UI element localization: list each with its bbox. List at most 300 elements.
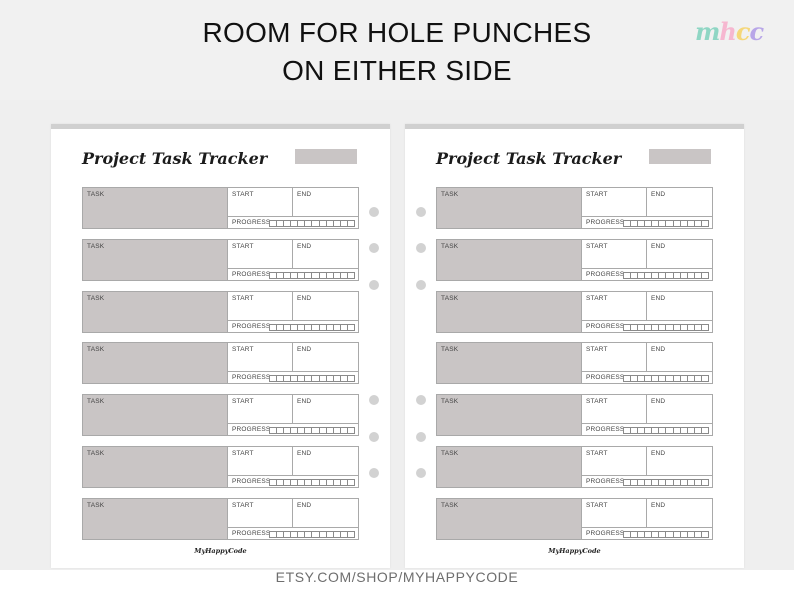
progress-segment[interactable] (659, 532, 666, 537)
progress-segment[interactable] (334, 325, 341, 330)
progress-segment[interactable] (631, 325, 638, 330)
progress-segment[interactable] (652, 273, 659, 278)
task-field[interactable] (83, 188, 228, 228)
progress-segment[interactable] (305, 532, 312, 537)
progress-tracker[interactable] (269, 375, 355, 382)
progress-segment[interactable] (695, 532, 702, 537)
progress-label: PROGRESS (232, 219, 271, 226)
task-field[interactable] (437, 343, 582, 383)
progress-segment[interactable] (681, 532, 688, 537)
progress-segment[interactable] (674, 221, 681, 226)
task-label: TASK (87, 501, 105, 509)
progress-segment[interactable] (291, 480, 298, 485)
task-card (82, 498, 359, 540)
planner-page-left (51, 124, 390, 568)
progress-tracker[interactable] (623, 324, 709, 331)
hole-punch-marker (369, 207, 379, 217)
progress-segment[interactable] (334, 480, 341, 485)
progress-segment[interactable] (666, 273, 673, 278)
end-field[interactable] (647, 499, 712, 528)
progress-segment[interactable] (305, 221, 312, 226)
progress-segment[interactable] (674, 428, 681, 433)
progress-segment[interactable] (291, 221, 298, 226)
end-field[interactable] (647, 343, 712, 372)
progress-segment[interactable] (334, 221, 341, 226)
progress-segment[interactable] (312, 273, 319, 278)
progress-segment[interactable] (645, 273, 652, 278)
hole-punch-marker (416, 432, 426, 442)
end-field[interactable] (293, 447, 358, 476)
progress-segment[interactable] (688, 221, 695, 226)
progress-segment[interactable] (320, 273, 327, 278)
progress-label: PROGRESS (586, 478, 625, 485)
progress-row (228, 424, 358, 435)
task-label: TASK (87, 398, 105, 406)
title-fill-box[interactable] (295, 149, 357, 164)
progress-segment[interactable] (666, 532, 673, 537)
progress-segment[interactable] (688, 428, 695, 433)
progress-segment[interactable] (341, 221, 348, 226)
progress-segment[interactable] (327, 480, 334, 485)
progress-segment[interactable] (270, 376, 277, 381)
progress-segment[interactable] (348, 532, 354, 537)
progress-tracker[interactable] (623, 375, 709, 382)
start-label: START (586, 191, 608, 198)
end-label: END (651, 450, 666, 457)
progress-segment[interactable] (688, 325, 695, 330)
progress-row (582, 321, 712, 332)
progress-segment[interactable] (666, 221, 673, 226)
progress-segment[interactable] (305, 376, 312, 381)
progress-segment[interactable] (327, 376, 334, 381)
hole-punch-marker (369, 243, 379, 253)
progress-segment[interactable] (638, 376, 645, 381)
end-field[interactable] (647, 292, 712, 321)
progress-segment[interactable] (341, 428, 348, 433)
start-label: START (586, 242, 608, 250)
start-label: START (232, 450, 254, 457)
progress-segment[interactable] (659, 428, 666, 433)
task-label: TASK (87, 294, 105, 302)
progress-label: PROGRESS (586, 322, 625, 330)
end-field[interactable] (293, 343, 358, 372)
progress-segment[interactable] (284, 428, 291, 433)
progress-segment[interactable] (688, 273, 695, 278)
progress-segment[interactable] (702, 221, 708, 226)
brand-logo (695, 18, 775, 46)
progress-segment[interactable] (695, 480, 702, 485)
progress-segment[interactable] (659, 221, 666, 226)
progress-segment[interactable] (631, 428, 638, 433)
end-field[interactable] (293, 499, 358, 528)
progress-segment[interactable] (659, 325, 666, 330)
progress-segment[interactable] (312, 532, 319, 537)
progress-segment[interactable] (695, 376, 702, 381)
progress-segment[interactable] (638, 532, 645, 537)
progress-segment[interactable] (681, 376, 688, 381)
progress-segment[interactable] (638, 428, 645, 433)
progress-segment[interactable] (327, 325, 334, 330)
progress-segment[interactable] (284, 532, 291, 537)
start-label: START (586, 501, 608, 509)
task-card (436, 187, 713, 229)
end-label: END (297, 294, 312, 302)
task-label: TASK (87, 450, 105, 457)
end-field[interactable] (293, 395, 358, 424)
start-label: START (232, 346, 254, 354)
progress-segment[interactable] (348, 273, 354, 278)
end-label: END (297, 346, 312, 354)
progress-segment[interactable] (638, 221, 645, 226)
progress-segment[interactable] (312, 428, 319, 433)
progress-segment[interactable] (688, 532, 695, 537)
progress-segment[interactable] (652, 376, 659, 381)
progress-segment[interactable] (320, 221, 327, 226)
hole-punch-marker (369, 432, 379, 442)
progress-segment[interactable] (624, 428, 631, 433)
end-field[interactable] (293, 240, 358, 269)
progress-segment[interactable] (695, 428, 702, 433)
start-field[interactable] (582, 395, 647, 424)
progress-segment[interactable] (320, 325, 327, 330)
progress-segment[interactable] (327, 221, 334, 226)
progress-segment[interactable] (638, 325, 645, 330)
progress-segment[interactable] (327, 532, 334, 537)
progress-row (582, 476, 712, 487)
start-field[interactable] (228, 499, 293, 528)
progress-tracker[interactable] (269, 531, 355, 538)
progress-segment[interactable] (327, 428, 334, 433)
progress-tracker[interactable] (269, 272, 355, 279)
progress-segment[interactable] (334, 273, 341, 278)
progress-tracker[interactable] (269, 427, 355, 434)
progress-segment[interactable] (291, 428, 298, 433)
end-label: END (651, 191, 666, 198)
progress-segment[interactable] (645, 532, 652, 537)
progress-segment[interactable] (341, 532, 348, 537)
progress-segment[interactable] (270, 428, 277, 433)
progress-segment[interactable] (270, 532, 277, 537)
task-label: TASK (441, 242, 459, 250)
task-field[interactable] (437, 188, 582, 228)
progress-segment[interactable] (702, 273, 708, 278)
progress-segment[interactable] (624, 325, 631, 330)
start-field[interactable] (582, 343, 647, 372)
progress-segment[interactable] (681, 325, 688, 330)
progress-label: PROGRESS (586, 270, 625, 278)
progress-segment[interactable] (695, 325, 702, 330)
progress-row (228, 321, 358, 332)
progress-segment[interactable] (702, 480, 708, 485)
progress-segment[interactable] (674, 376, 681, 381)
progress-segment[interactable] (298, 428, 305, 433)
page-footer-brand: MyHappyCode (194, 547, 247, 555)
task-label: TASK (441, 501, 459, 509)
progress-segment[interactable] (652, 428, 659, 433)
task-card (82, 239, 359, 281)
progress-segment[interactable] (348, 221, 354, 226)
headline-line-2: ON EITHER SIDE (282, 55, 512, 86)
progress-label: PROGRESS (232, 270, 271, 278)
progress-segment[interactable] (688, 376, 695, 381)
start-field[interactable] (228, 292, 293, 321)
task-card (82, 187, 359, 229)
progress-segment[interactable] (298, 480, 305, 485)
start-label: START (586, 450, 608, 457)
progress-segment[interactable] (270, 480, 277, 485)
progress-label: PROGRESS (232, 426, 271, 434)
hole-punch-marker (369, 468, 379, 478)
progress-segment[interactable] (652, 532, 659, 537)
task-label: TASK (441, 294, 459, 302)
progress-segment[interactable] (334, 532, 341, 537)
progress-segment[interactable] (312, 325, 319, 330)
end-field[interactable] (293, 292, 358, 321)
progress-segment[interactable] (284, 221, 291, 226)
task-card (82, 446, 359, 488)
start-label: START (586, 294, 608, 302)
progress-segment[interactable] (631, 221, 638, 226)
page-footer-brand: MyHappyCode (548, 547, 601, 555)
progress-segment[interactable] (270, 221, 277, 226)
task-label: TASK (441, 450, 459, 457)
progress-label: PROGRESS (232, 478, 271, 485)
progress-tracker[interactable] (623, 427, 709, 434)
progress-segment[interactable] (674, 273, 681, 278)
progress-segment[interactable] (291, 376, 298, 381)
progress-segment[interactable] (305, 480, 312, 485)
task-card (436, 394, 713, 436)
progress-label: PROGRESS (232, 374, 271, 382)
progress-segment[interactable] (674, 480, 681, 485)
task-field[interactable] (83, 240, 228, 280)
progress-row (582, 372, 712, 383)
progress-segment[interactable] (645, 221, 652, 226)
task-card (82, 342, 359, 384)
task-field[interactable] (437, 447, 582, 487)
headline-line-1: ROOM FOR HOLE PUNCHES (202, 17, 592, 48)
logo-letter: c (749, 17, 764, 46)
progress-segment[interactable] (624, 273, 631, 278)
progress-segment[interactable] (277, 273, 284, 278)
task-field[interactable] (83, 447, 228, 487)
progress-segment[interactable] (645, 428, 652, 433)
progress-segment[interactable] (631, 376, 638, 381)
progress-segment[interactable] (291, 532, 298, 537)
start-field[interactable] (228, 188, 293, 217)
progress-segment[interactable] (284, 273, 291, 278)
progress-segment[interactable] (284, 325, 291, 330)
progress-tracker[interactable] (623, 479, 709, 486)
progress-segment[interactable] (681, 480, 688, 485)
progress-segment[interactable] (341, 325, 348, 330)
progress-segment[interactable] (695, 273, 702, 278)
end-field[interactable] (647, 240, 712, 269)
start-field[interactable] (228, 447, 293, 476)
progress-segment[interactable] (291, 325, 298, 330)
start-field[interactable] (582, 447, 647, 476)
end-field[interactable] (647, 188, 712, 217)
progress-segment[interactable] (305, 273, 312, 278)
progress-segment[interactable] (305, 428, 312, 433)
progress-segment[interactable] (631, 273, 638, 278)
progress-segment[interactable] (638, 480, 645, 485)
progress-segment[interactable] (298, 221, 305, 226)
start-field[interactable] (582, 499, 647, 528)
progress-segment[interactable] (277, 480, 284, 485)
task-field[interactable] (437, 292, 582, 332)
progress-label: PROGRESS (586, 529, 625, 537)
task-card (436, 446, 713, 488)
progress-segment[interactable] (334, 428, 341, 433)
task-field[interactable] (437, 240, 582, 280)
progress-segment[interactable] (305, 325, 312, 330)
task-field[interactable] (83, 395, 228, 435)
progress-segment[interactable] (659, 376, 666, 381)
progress-segment[interactable] (277, 325, 284, 330)
progress-segment[interactable] (348, 480, 354, 485)
progress-segment[interactable] (270, 325, 277, 330)
start-field[interactable] (582, 292, 647, 321)
progress-tracker[interactable] (623, 531, 709, 538)
hole-punch-marker (416, 395, 426, 405)
progress-segment[interactable] (702, 376, 708, 381)
task-card (436, 498, 713, 540)
progress-segment[interactable] (348, 325, 354, 330)
progress-label: PROGRESS (586, 374, 625, 382)
progress-tracker[interactable] (269, 479, 355, 486)
progress-tracker[interactable] (269, 220, 355, 227)
progress-segment[interactable] (638, 273, 645, 278)
progress-segment[interactable] (298, 325, 305, 330)
end-label: END (297, 501, 312, 509)
task-label: TASK (87, 346, 105, 354)
start-field[interactable] (228, 240, 293, 269)
task-label: TASK (441, 191, 459, 198)
start-label: START (232, 294, 254, 302)
progress-tracker[interactable] (623, 220, 709, 227)
progress-segment[interactable] (270, 273, 277, 278)
task-field[interactable] (437, 395, 582, 435)
task-label: TASK (441, 398, 459, 406)
start-field[interactable] (582, 188, 647, 217)
progress-segment[interactable] (284, 376, 291, 381)
task-field[interactable] (83, 292, 228, 332)
progress-segment[interactable] (277, 428, 284, 433)
progress-segment[interactable] (320, 532, 327, 537)
progress-tracker[interactable] (269, 324, 355, 331)
progress-segment[interactable] (624, 376, 631, 381)
progress-segment[interactable] (291, 273, 298, 278)
progress-segment[interactable] (666, 325, 673, 330)
progress-label: PROGRESS (232, 322, 271, 330)
hole-punch-marker (369, 395, 379, 405)
progress-segment[interactable] (341, 273, 348, 278)
progress-segment[interactable] (631, 532, 638, 537)
progress-segment[interactable] (652, 325, 659, 330)
progress-segment[interactable] (659, 480, 666, 485)
progress-row (582, 217, 712, 228)
progress-segment[interactable] (320, 480, 327, 485)
progress-segment[interactable] (298, 376, 305, 381)
progress-segment[interactable] (645, 376, 652, 381)
progress-segment[interactable] (681, 428, 688, 433)
progress-segment[interactable] (674, 325, 681, 330)
progress-segment[interactable] (652, 221, 659, 226)
progress-segment[interactable] (348, 376, 354, 381)
progress-segment[interactable] (320, 428, 327, 433)
task-field[interactable] (437, 499, 582, 539)
progress-segment[interactable] (320, 376, 327, 381)
end-field[interactable] (647, 395, 712, 424)
start-field[interactable] (228, 395, 293, 424)
progress-segment[interactable] (312, 376, 319, 381)
progress-segment[interactable] (348, 428, 354, 433)
progress-segment[interactable] (341, 376, 348, 381)
progress-row (228, 528, 358, 539)
progress-segment[interactable] (688, 480, 695, 485)
progress-row (582, 424, 712, 435)
progress-segment[interactable] (702, 428, 708, 433)
progress-segment[interactable] (702, 325, 708, 330)
progress-segment[interactable] (624, 532, 631, 537)
task-field[interactable] (83, 343, 228, 383)
progress-segment[interactable] (652, 480, 659, 485)
progress-segment[interactable] (624, 221, 631, 226)
start-field[interactable] (228, 343, 293, 372)
title-fill-box[interactable] (649, 149, 711, 164)
task-field[interactable] (83, 499, 228, 539)
progress-segment[interactable] (327, 273, 334, 278)
progress-segment[interactable] (341, 480, 348, 485)
progress-segment[interactable] (702, 532, 708, 537)
progress-segment[interactable] (645, 325, 652, 330)
progress-segment[interactable] (666, 376, 673, 381)
start-label: START (232, 501, 254, 509)
progress-segment[interactable] (666, 480, 673, 485)
progress-segment[interactable] (695, 221, 702, 226)
progress-segment[interactable] (624, 480, 631, 485)
progress-segment[interactable] (631, 480, 638, 485)
logo-letter: c (735, 17, 750, 46)
progress-segment[interactable] (312, 480, 319, 485)
progress-segment[interactable] (666, 428, 673, 433)
end-field[interactable] (647, 447, 712, 476)
end-label: END (651, 242, 666, 250)
progress-segment[interactable] (277, 532, 284, 537)
end-label: END (297, 398, 312, 406)
progress-segment[interactable] (674, 532, 681, 537)
progress-segment[interactable] (277, 221, 284, 226)
progress-tracker[interactable] (623, 272, 709, 279)
progress-segment[interactable] (298, 273, 305, 278)
progress-segment[interactable] (284, 480, 291, 485)
start-field[interactable] (582, 240, 647, 269)
progress-segment[interactable] (645, 480, 652, 485)
progress-segment[interactable] (334, 376, 341, 381)
progress-segment[interactable] (277, 376, 284, 381)
progress-segment[interactable] (298, 532, 305, 537)
progress-segment[interactable] (681, 221, 688, 226)
progress-segment[interactable] (312, 221, 319, 226)
progress-segment[interactable] (659, 273, 666, 278)
progress-segment[interactable] (681, 273, 688, 278)
end-label: END (297, 450, 312, 457)
logo-letter: m (695, 17, 720, 46)
task-card (436, 342, 713, 384)
end-field[interactable] (293, 188, 358, 217)
progress-label: PROGRESS (586, 219, 625, 226)
